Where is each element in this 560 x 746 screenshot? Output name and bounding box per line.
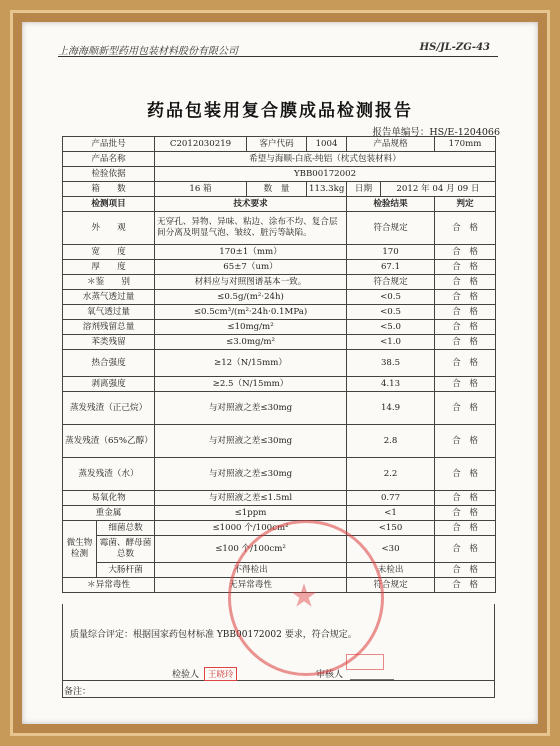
- row-item: ＊异常毒性: [63, 578, 155, 593]
- report-title: 药品包装用复合膜成品检测报告: [147, 101, 413, 121]
- row-requirement: ≤0.5cm³/(m²·24h·0.1MPa): [155, 305, 347, 320]
- micro-result: 未检出: [347, 563, 435, 578]
- row-item: 氧气透过量: [63, 305, 155, 320]
- row-judgment: 合 格: [435, 458, 496, 491]
- micro-result: <30: [347, 536, 435, 563]
- boxes-label: 箱 数: [63, 182, 155, 197]
- micro-requirement: ≤1000 个/100cm²: [155, 521, 347, 536]
- row-result: <1: [347, 506, 435, 521]
- basis-label: 检验依据: [63, 167, 155, 182]
- document-code: HS/JL-ZG-43: [419, 42, 490, 53]
- micro-result: <150: [347, 521, 435, 536]
- micro-judgment: 合 格: [435, 536, 496, 563]
- date-label: 日期: [347, 182, 381, 197]
- row-result: 67.1: [347, 260, 435, 275]
- col-requirement-header: 技术要求: [155, 197, 347, 212]
- row-judgment: 合 格: [435, 212, 496, 245]
- row-result: 0.77: [347, 491, 435, 506]
- col-result-header: 检验结果: [347, 197, 435, 212]
- row-judgment: 合 格: [435, 578, 496, 593]
- name-value: 希望与海顺-白底-纯铝（枕式包装材料）: [155, 152, 496, 167]
- row-judgment: 合 格: [435, 491, 496, 506]
- row-item: 热合强度: [63, 350, 155, 377]
- row-judgment: 合 格: [435, 305, 496, 320]
- row-result: 170: [347, 245, 435, 260]
- row-item: 水蒸气透过量: [63, 290, 155, 305]
- inspector-signature: 王晓玲: [204, 667, 238, 681]
- micro-group-label: 微生物检测: [63, 521, 97, 578]
- row-result: 2.2: [347, 458, 435, 491]
- row-result: 符合规定: [347, 275, 435, 290]
- row-judgment: 合 格: [435, 320, 496, 335]
- micro-item: 细菌总数: [97, 521, 155, 536]
- reviewer-label: 审核人: [316, 670, 344, 680]
- header-rule: [58, 56, 498, 57]
- row-item: 蒸发残渣（正己烷）: [63, 392, 155, 425]
- row-item: 蒸发残渣（65%乙醇）: [63, 425, 155, 458]
- row-requirement: 无穿孔、异物、异味、粘边、涂布不均、复合层间分离及明显气泡、皱纹、脏污等缺陷。: [155, 212, 347, 245]
- micro-item: 大肠杆菌: [97, 563, 155, 578]
- reviewer-field: [316, 667, 394, 680]
- row-result: 符合规定: [347, 212, 435, 245]
- row-requirement: 与对照液之差≤30mg: [155, 458, 347, 491]
- row-item: 苯类残留: [63, 335, 155, 350]
- name-label: 产品名称: [63, 152, 155, 167]
- customer-code-label: 客户代码: [247, 137, 307, 152]
- row-judgment: 合 格: [435, 290, 496, 305]
- row-result: 4.13: [347, 377, 435, 392]
- row-result: 2.8: [347, 425, 435, 458]
- row-result: 符合规定: [347, 578, 435, 593]
- row-item: 外 观: [63, 212, 155, 245]
- spec-label: 产品规格: [347, 137, 435, 152]
- row-judgment: 合 格: [435, 350, 496, 377]
- row-judgment: 合 格: [435, 260, 496, 275]
- row-requirement: ≤0.5g/(m²·24h): [155, 290, 347, 305]
- batch-label: 产品批号: [63, 137, 155, 152]
- row-requirement: ≥2.5（N/15mm）: [155, 377, 347, 392]
- row-item: 重金属: [63, 506, 155, 521]
- company-name: 上海海顺新型药用包装材料股份有限公司: [58, 46, 238, 57]
- row-judgment: 合 格: [435, 506, 496, 521]
- row-requirement: 材料应与对照图谱基本一致。: [155, 275, 347, 290]
- row-requirement: 无异常毒性: [155, 578, 347, 593]
- remark-divider: [62, 680, 495, 681]
- row-item: 蒸发残渣（水）: [63, 458, 155, 491]
- inspector-label: 检验人: [172, 670, 200, 680]
- col-judgment-header: 判定: [435, 197, 496, 212]
- row-judgment: 合 格: [435, 377, 496, 392]
- remark-label: 备注：: [64, 687, 92, 697]
- report-number: 报告单编号：HS/E-1204066: [372, 127, 500, 138]
- row-item: 易氧化物: [63, 491, 155, 506]
- row-result: 14.9: [347, 392, 435, 425]
- row-requirement: ≥12（N/15mm）: [155, 350, 347, 377]
- row-requirement: ≤10mg/m²: [155, 320, 347, 335]
- row-result: <5.0: [347, 320, 435, 335]
- row-judgment: 合 格: [435, 245, 496, 260]
- row-judgment: 合 格: [435, 275, 496, 290]
- row-result: <1.0: [347, 335, 435, 350]
- row-requirement: ≤1ppm: [155, 506, 347, 521]
- basis-value: YBB00172002: [155, 167, 496, 182]
- reviewer-signature-line: [350, 679, 394, 680]
- spec-value: 170mm: [435, 137, 496, 152]
- date-value: 2012 年 04 月 09 日: [381, 182, 496, 197]
- report-table: [62, 136, 496, 593]
- row-judgment: 合 格: [435, 335, 496, 350]
- row-requirement: 与对照液之差≤30mg: [155, 425, 347, 458]
- micro-judgment: 合 格: [435, 521, 496, 536]
- row-requirement: 与对照液之差≤30mg: [155, 392, 347, 425]
- quality-summary: 质量综合评定：根据国家药包材标准 YBB00172002 要求，符合规定。: [70, 630, 357, 640]
- row-requirement: 与对照液之差≤1.5ml: [155, 491, 347, 506]
- row-requirement: 65±7（um）: [155, 260, 347, 275]
- micro-judgment: 合 格: [435, 563, 496, 578]
- row-judgment: 合 格: [435, 392, 496, 425]
- customer-code-value: 1004: [307, 137, 347, 152]
- row-result: <0.5: [347, 290, 435, 305]
- row-item: 溶剂残留总量: [63, 320, 155, 335]
- qty-label: 数 量: [247, 182, 307, 197]
- micro-requirement: 不得检出: [155, 563, 347, 578]
- row-result: 38.5: [347, 350, 435, 377]
- qty-value: 113.3kg: [307, 182, 347, 197]
- micro-requirement: ≤100 个/100cm²: [155, 536, 347, 563]
- batch-value: C2012030219: [155, 137, 247, 152]
- row-result: <0.5: [347, 305, 435, 320]
- row-item: 厚 度: [63, 260, 155, 275]
- row-item: 宽 度: [63, 245, 155, 260]
- row-requirement: 170±1（mm）: [155, 245, 347, 260]
- summary-box: [62, 604, 495, 698]
- boxes-value: 16 箱: [155, 182, 247, 197]
- inspector-field: [172, 667, 237, 681]
- row-requirement: ≤3.0mg/m²: [155, 335, 347, 350]
- micro-item: 霉菌、酵母菌总数: [97, 536, 155, 563]
- row-judgment: 合 格: [435, 425, 496, 458]
- row-item: ＊鉴 别: [63, 275, 155, 290]
- row-item: 剥离强度: [63, 377, 155, 392]
- col-item-header: 检测项目: [63, 197, 155, 212]
